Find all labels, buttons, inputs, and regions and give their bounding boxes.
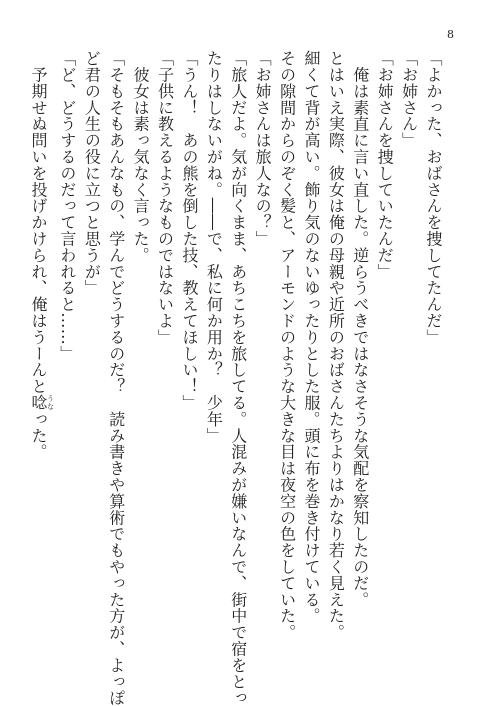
text-line: たりはしないがね。――で、私に何か用か？ 少年」 [204, 50, 224, 444]
text-line: 「そもそもあんなもの、学んでどうするのだ？ 読み書きや算術でもやった方が、よっぽ [106, 50, 126, 706]
text-line: 「よかった、おばさんを捜してたんだ」 [424, 50, 443, 346]
text-line: 「子供に教えるようなものではないよ」 [155, 50, 175, 346]
text-line: 彼女は素っ気なく言った。 [131, 50, 151, 264]
text-line: 「うん！ あの熊を倒した技、教えてほしい！」 [179, 50, 199, 411]
ruby-annotation: 唸うな [29, 394, 55, 411]
text-line: 「ど、どうするのだって言われると……」 [57, 50, 77, 362]
text-line: 「旅人だよ。気が向くまま、あちこちを旅してる。人混みが嫌いなんで、街中で宿をとっ [228, 50, 248, 706]
text-line: その隙間からのぞく髪と、アーモンドのような大きな目は夜空の色をしていた。 [277, 50, 297, 641]
text-line: ど君の人生の役に立つと思うが」 [82, 50, 102, 296]
page-number: 8 [447, 28, 454, 41]
text-line: とはいえ実際、彼女は俺の母親や近所のおばさんたちよりはかなり若く見えた。 [326, 50, 346, 641]
text-line: 細くて背が高い。飾り気のないゆったりとした服。頭に布を巻き付けている。 [301, 50, 321, 624]
text-line: 予期せぬ問いを投げかけられ、俺はうーんと唸うなった。 [29, 50, 55, 461]
vertical-text-body [26, 50, 445, 706]
text-line: 俺は素直に言い直した。逆らうべきではなさそうな気配を察知したのだ。 [350, 50, 370, 608]
text-line: 「お姉さんを捜していたんだ」 [375, 50, 395, 280]
text-line: 「お姉さんは旅人なの？」 [253, 50, 273, 247]
text-line: 「お姉さん」 [399, 50, 419, 149]
ruby-reading: うな [46, 394, 55, 411]
